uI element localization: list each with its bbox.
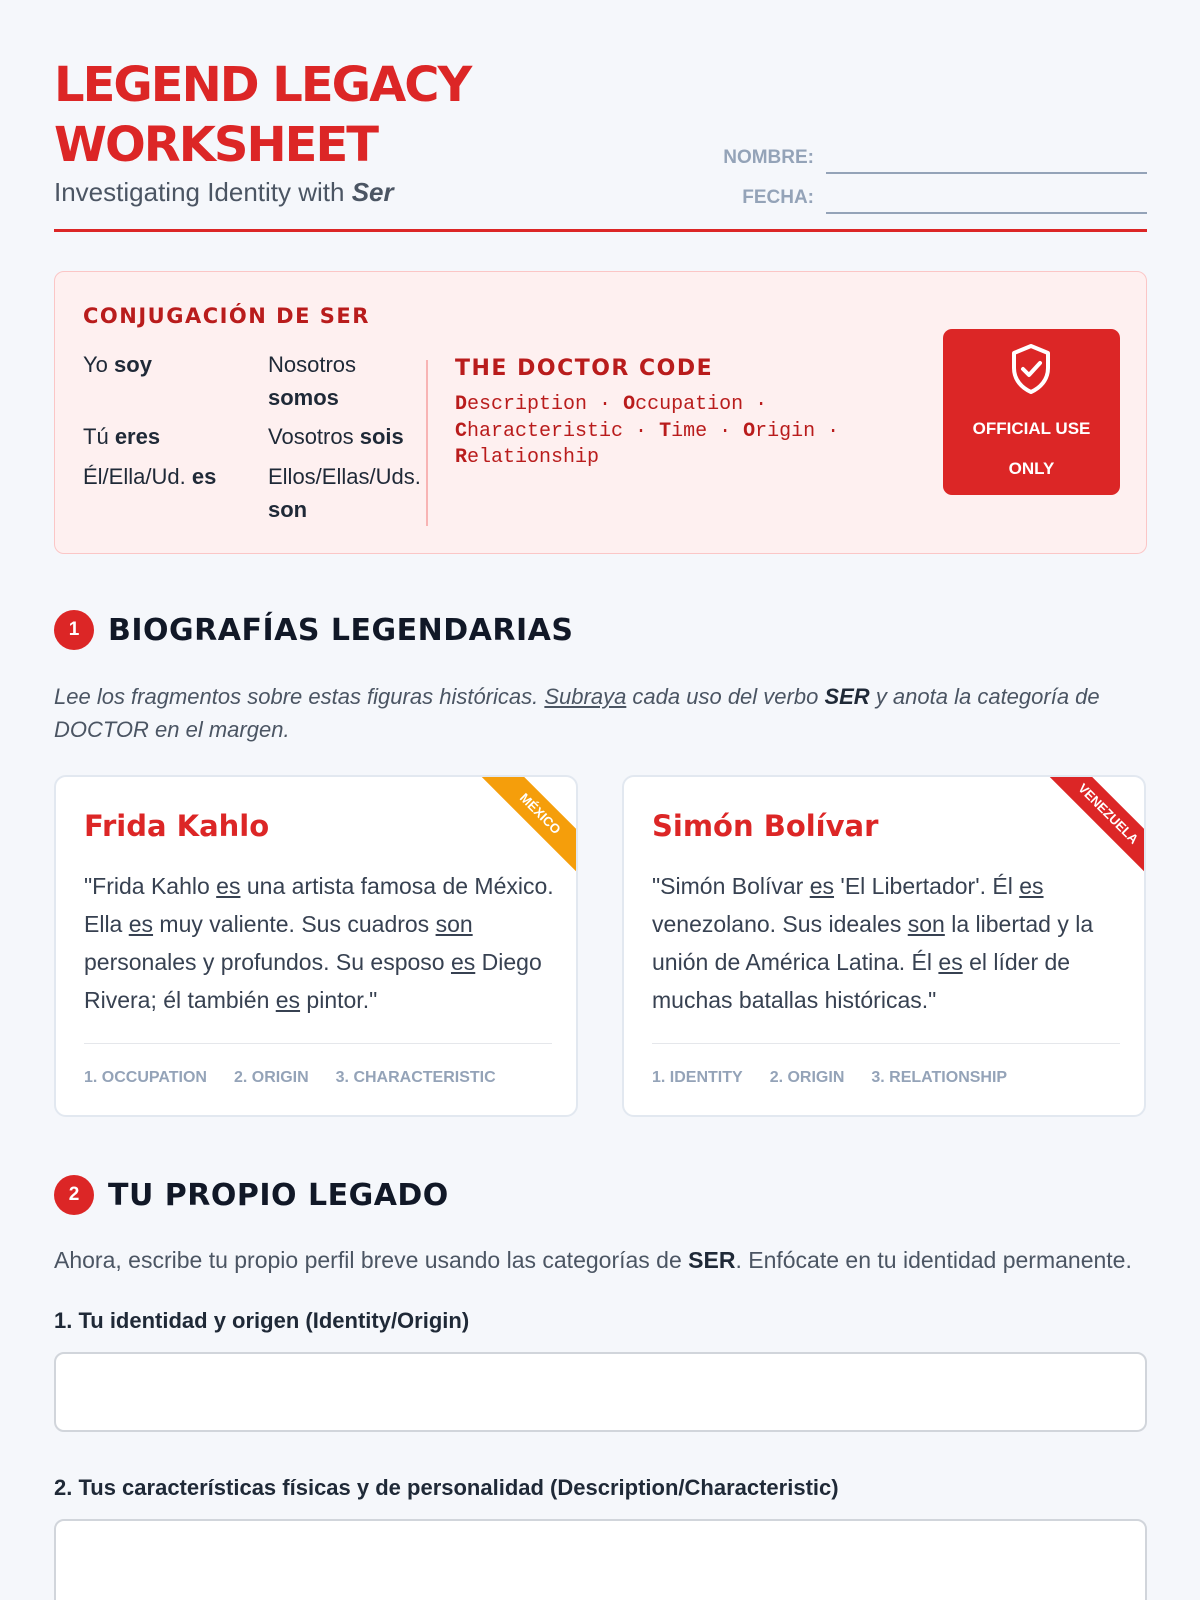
conj-ellos: Ellos/Ellas/Uds. son: [268, 464, 421, 522]
date-label: FECHA:: [742, 187, 814, 208]
ser-verb: es: [809, 873, 835, 899]
conjugation-panel: [54, 271, 1147, 554]
conj-yo: Yo soy: [83, 352, 152, 377]
stamp-line-2: ONLY: [1008, 459, 1055, 478]
card-text-segment: venezolano. Sus ideales: [652, 911, 908, 937]
card-tag: 1. IDENTITY: [652, 1069, 743, 1086]
conj-el: Él/Ella/Ud. es: [83, 464, 217, 489]
card-name: Simón Bolívar: [652, 809, 879, 843]
ser-verb: es: [216, 873, 241, 899]
ser-verb: es: [1019, 873, 1044, 899]
card-text-segment: la libertad y la unión de América Latina. Él: [652, 911, 1094, 975]
card-text-segment: pintor.": [300, 987, 378, 1013]
section-1-heading: [54, 610, 573, 650]
name-field[interactable]: [826, 172, 1147, 174]
conj-tu: Tú eres: [83, 424, 161, 449]
card-divider: [652, 1043, 1120, 1044]
ser-verb: son: [907, 911, 945, 937]
worksheet-subtitle: Investigating Identity with Ser: [54, 177, 394, 207]
card-text-segment: 'El Libertador'. Él: [834, 873, 1020, 899]
origin-ribbon: VENEZUELA: [1041, 775, 1146, 881]
card-text-segment: el líder de muchas batallas históricas.": [652, 949, 1071, 1013]
question-1-label: 1. Tu identidad y origen (Identity/Origin): [54, 1308, 470, 1333]
section-2-heading: [54, 1175, 449, 1215]
question-2-label: 2. Tus características físicas y de personalidad (Description/Characteristic): [54, 1475, 839, 1500]
card-tag: 2. ORIGIN: [233, 1069, 309, 1086]
conjugation-divider: [426, 360, 428, 526]
ser-verb: es: [938, 949, 963, 975]
biography-card-frida: [54, 775, 578, 1117]
card-text-segment: "Frida Kahlo: [84, 873, 217, 899]
card-tags: [84, 1069, 496, 1087]
card-text-segment: una artista famosa de México. Ella: [84, 873, 554, 937]
ser-verb: es: [275, 987, 301, 1013]
section-1-title: BIOGRAFÍAS LEGENDARIAS: [108, 612, 574, 648]
biography-card-bolivar: [622, 775, 1146, 1117]
card-tags: [652, 1069, 1007, 1087]
ser-verb: es: [450, 949, 476, 975]
official-use-stamp: [943, 329, 1120, 495]
conj-nosotros: Nosotros somos: [268, 352, 357, 410]
card-divider: [84, 1043, 552, 1044]
worksheet-page: [54, 0, 1147, 1500]
ser-verb: son: [435, 911, 473, 937]
card-tag: 2. ORIGIN: [769, 1069, 845, 1086]
worksheet-header: [54, 0, 1147, 232]
conj-vosotros: Vosotros sois: [268, 424, 404, 449]
ser-verb: es: [128, 911, 154, 937]
card-text-segment: personales y profundos. Su esposo: [84, 949, 451, 975]
card-tag: 3. RELATIONSHIP: [871, 1069, 1008, 1086]
section-2-intro: Ahora, escribe tu propio perfil breve usando las categorías de SER. Enfócate en tu identidad permanente.: [54, 1247, 1132, 1273]
card-text: [652, 867, 1122, 1019]
card-text-segment: Diego Rivera; él también: [84, 949, 542, 1013]
origin-ribbon: MÉXICO: [473, 775, 578, 881]
section-1-number: 1: [54, 610, 94, 650]
stamp-line-1: OFFICIAL USE: [972, 419, 1091, 438]
section-1-instructions: Lee los fragmentos sobre estas figuras históricas. Subraya cada uso del verbo SER y anota la categoría de DOCTOR en el margen.: [54, 684, 1100, 742]
card-tag: 1. OCCUPATION: [84, 1069, 207, 1086]
title-line-1: LEGEND LEGACY: [54, 57, 471, 113]
title-line-2: WORKSHEET: [54, 117, 377, 173]
section-2-number: 2: [54, 1175, 94, 1215]
conjugation-title: CONJUGACIÓN DE SER: [83, 304, 370, 328]
doctor-code-list: Description · Occupation · Characteristic · Time · Origin · Relationship: [455, 393, 840, 469]
date-field[interactable]: [826, 212, 1147, 214]
card-text-segment: muy valiente. Sus cuadros: [153, 911, 436, 937]
doctor-code-title: THE DOCTOR CODE: [455, 356, 714, 381]
shield-check-icon: [1009, 343, 1053, 395]
card-tag: 3. CHARACTERISTIC: [335, 1069, 496, 1086]
card-text: [84, 867, 554, 1019]
card-name: Frida Kahlo: [84, 809, 270, 843]
section-2-title: TU PROPIO LEGADO: [108, 1177, 449, 1213]
worksheet-title: [54, 55, 574, 175]
question-1-answer[interactable]: [54, 1352, 1147, 1432]
card-text-segment: "Simón Bolívar: [652, 873, 810, 899]
name-label: NOMBRE:: [723, 147, 814, 168]
question-2-answer[interactable]: [54, 1519, 1147, 1600]
